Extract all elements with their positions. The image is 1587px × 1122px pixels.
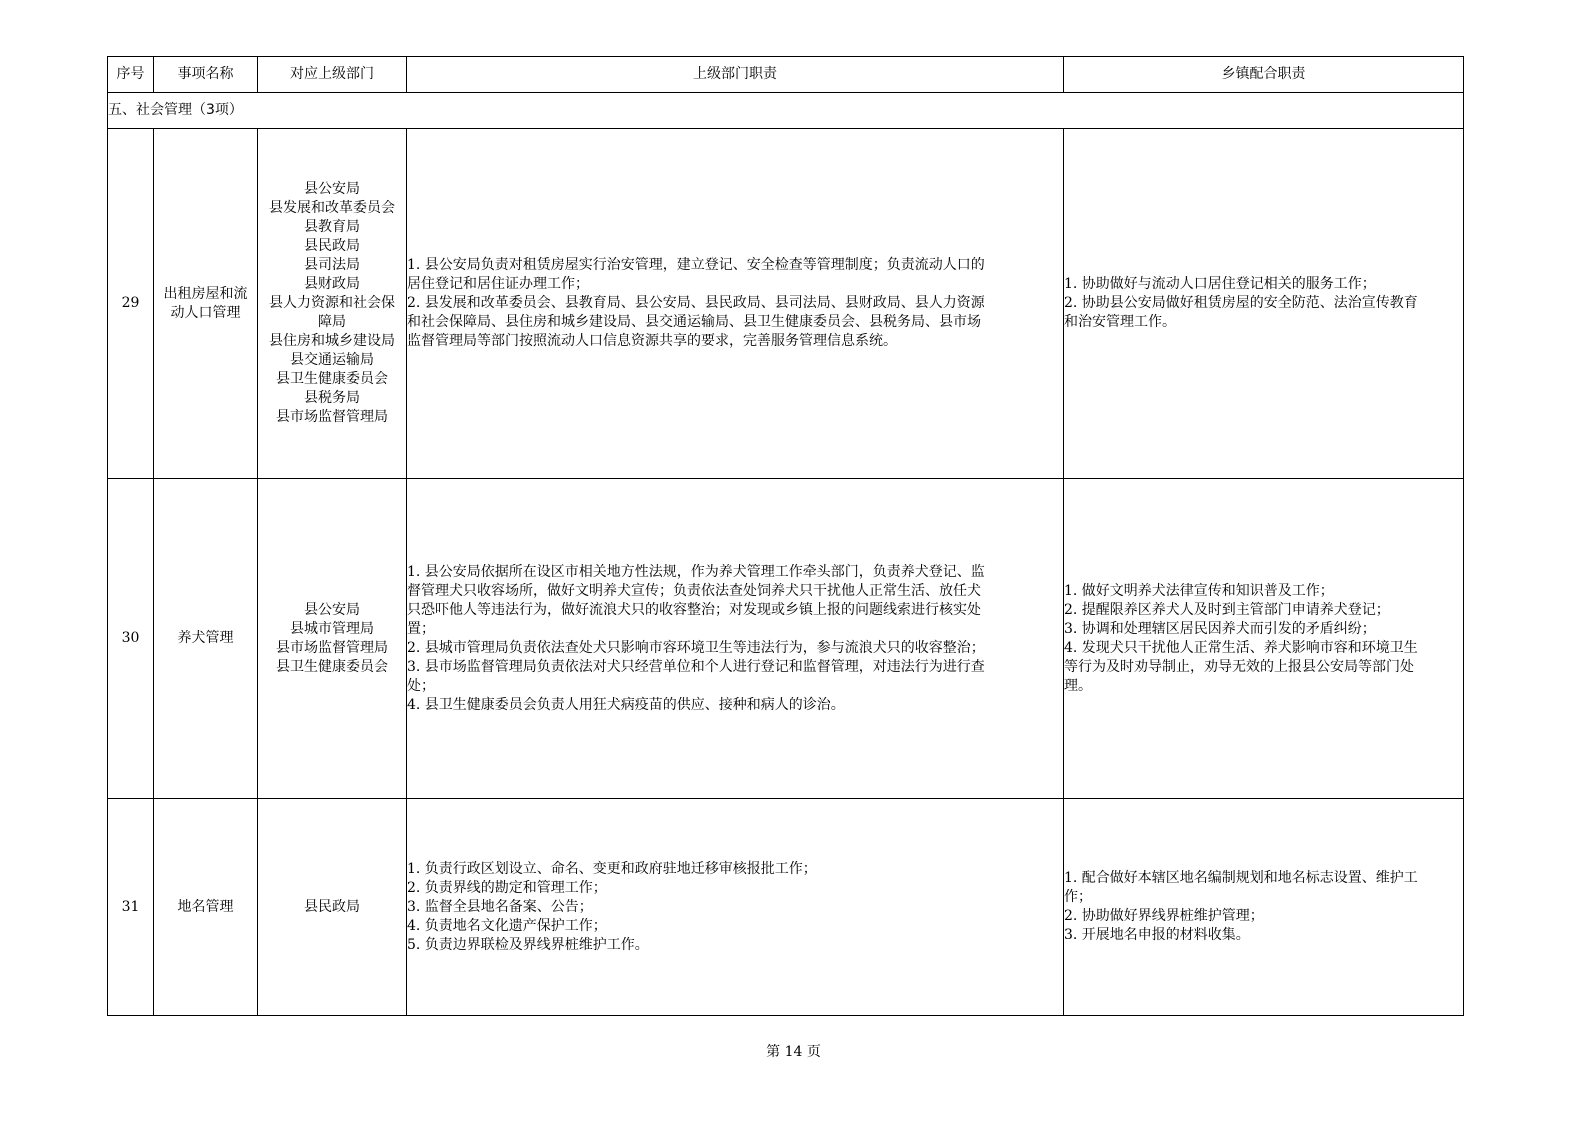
duty-line: 3. 县市场监督管理局负责依法对犬只经营单位和个人进行登记和监督管理，对违法行为进行查 bbox=[407, 658, 985, 675]
row-item-name bbox=[154, 799, 258, 1016]
row-no: 29 bbox=[108, 129, 154, 479]
dept-line: 县卫生健康委员会 bbox=[276, 658, 388, 675]
row-item-name bbox=[154, 129, 258, 479]
duty-line: 等行为及时劝导制止，劝导无效的上报县公安局等部门处 bbox=[1064, 658, 1414, 675]
row-depts bbox=[258, 129, 407, 479]
dept-line: 县财政局 bbox=[304, 276, 360, 292]
text-line: 动人口管理 bbox=[170, 304, 241, 321]
duty-line: 4. 负责地名文化遗产保护工作； bbox=[407, 917, 607, 934]
duty-line: 1. 县公安局依据所在设区市相关地方性法规，作为养犬管理工作牵头部门，负责养犬登记、监 bbox=[407, 563, 985, 580]
page-number: 第 14 页 bbox=[766, 1044, 821, 1060]
row-depts bbox=[258, 799, 407, 1016]
row-town-duty bbox=[1064, 799, 1464, 1016]
table-row bbox=[108, 799, 1464, 1016]
duty-line: 和社会保障局、县住房和城乡建设局、县交通运输局、县卫生健康委员会、县税务局、县市场 bbox=[407, 314, 981, 330]
dept-line: 障局 bbox=[318, 314, 346, 330]
duty-line: 5. 负责边界联检及界线界桩维护工作。 bbox=[407, 936, 649, 953]
dept-line: 县税务局 bbox=[304, 390, 360, 406]
dept-line: 县民政局 bbox=[304, 898, 360, 915]
duty-line: 和治安管理工作。 bbox=[1064, 314, 1176, 330]
duty-line: 2. 县城市管理局负责依法查处犬只影响市容环境卫生等违法行为，参与流浪犬只的收容整治； bbox=[407, 639, 985, 656]
duty-line: 1. 县公安局负责对租赁房屋实行治安管理，建立登记、安全检查等管理制度；负责流动人口的 bbox=[407, 257, 985, 273]
duty-line: 2. 负责界线的勘定和管理工作； bbox=[407, 879, 607, 896]
header-no: 序号 bbox=[108, 57, 154, 93]
table-row bbox=[108, 479, 1464, 799]
dept-line: 县城市管理局 bbox=[290, 620, 374, 637]
section-title: 五、社会管理（3项） bbox=[108, 93, 1464, 129]
row-depts bbox=[258, 479, 407, 799]
duty-line: 3. 开展地名申报的材料收集。 bbox=[1064, 927, 1250, 943]
duty-line: 1. 配合做好本辖区地名编制规划和地名标志设置、维护工 bbox=[1064, 870, 1418, 886]
header-row bbox=[108, 57, 1464, 93]
dept-line: 县市场监督管理局 bbox=[276, 639, 388, 656]
duty-line: 监督管理局等部门按照流动人口信息资源共享的要求，完善服务管理信息系统。 bbox=[407, 333, 897, 349]
row-town-duty bbox=[1064, 129, 1464, 479]
dept-line: 县市场监督管理局 bbox=[276, 409, 388, 425]
text-line: 地名管理 bbox=[177, 898, 234, 915]
duty-line: 4. 发现犬只干扰他人正常生活、养犬影响市容和环境卫生 bbox=[1064, 639, 1418, 656]
duty-line: 2. 提醒限养区养犬人及时到主管部门申请养犬登记； bbox=[1064, 601, 1390, 618]
dept-line: 县公安局 bbox=[304, 601, 360, 618]
dept-line: 县司法局 bbox=[304, 257, 360, 273]
duty-line: 3. 协调和处理辖区居民因养犬而引发的矛盾纠纷； bbox=[1064, 620, 1376, 637]
duty-line: 2. 县发展和改革委员会、县教育局、县公安局、县民政局、县司法局、县财政局、县人力资源 bbox=[407, 295, 985, 311]
row-item-name bbox=[154, 479, 258, 799]
row-town-duty bbox=[1064, 479, 1464, 799]
row-upper-duty bbox=[407, 799, 1064, 1016]
dept-line: 县人力资源和社会保 bbox=[269, 295, 395, 311]
table-row bbox=[108, 129, 1464, 479]
dept-line: 县民政局 bbox=[304, 238, 360, 254]
dept-line: 县教育局 bbox=[304, 219, 360, 235]
duty-line: 督管理犬只收容场所，做好文明养犬宣传；负责依法查处饲养犬只干扰他人正常生活、放任犬 bbox=[407, 582, 981, 599]
dept-line: 县交通运输局 bbox=[290, 352, 374, 368]
duty-line: 作； bbox=[1064, 889, 1092, 905]
duty-line: 4. 县卫生健康委员会负责人用狂犬病疫苗的供应、接种和病人的诊治。 bbox=[407, 696, 845, 713]
dept-line: 县卫生健康委员会 bbox=[276, 371, 388, 387]
duty-line: 理。 bbox=[1064, 677, 1092, 694]
duty-line: 1. 做好文明养犬法律宣传和知识普及工作； bbox=[1064, 582, 1334, 599]
duty-line: 2. 协助做好界线界桩维护管理； bbox=[1064, 908, 1264, 924]
section-row bbox=[108, 93, 1464, 129]
row-upper-duty bbox=[407, 129, 1064, 479]
dept-line: 县发展和改革委员会 bbox=[269, 200, 395, 216]
duty-line: 3. 监督全县地名备案、公告； bbox=[407, 898, 593, 915]
duty-line: 2. 协助县公安局做好租赁房屋的安全防范、法治宣传教育 bbox=[1064, 295, 1418, 311]
text-line: 出租房屋和流 bbox=[163, 285, 248, 302]
dept-line: 县住房和城乡建设局 bbox=[269, 333, 395, 349]
header-upper-dept: 对应上级部门 bbox=[258, 57, 407, 93]
duty-line: 1. 负责行政区划设立、命名、变更和政府驻地迁移审核报批工作； bbox=[407, 860, 817, 877]
row-upper-duty bbox=[407, 479, 1064, 799]
text-line: 养犬管理 bbox=[177, 630, 234, 646]
duty-line: 置； bbox=[407, 620, 435, 637]
header-item-name: 事项名称 bbox=[154, 57, 258, 93]
dept-line: 县公安局 bbox=[304, 181, 360, 197]
duty-table bbox=[107, 56, 1464, 1016]
duty-line: 1. 协助做好与流动人口居住登记相关的服务工作； bbox=[1064, 276, 1376, 292]
duty-line: 居住登记和居住证办理工作； bbox=[407, 276, 589, 292]
row-no: 31 bbox=[108, 799, 154, 1016]
row-no: 30 bbox=[108, 479, 154, 799]
duty-line: 处； bbox=[407, 677, 435, 694]
header-upper-duty: 上级部门职责 bbox=[407, 57, 1064, 93]
duty-line: 只恐吓他人等违法行为，做好流浪犬只的收容整治；对发现或乡镇上报的问题线索进行核实处 bbox=[407, 601, 981, 618]
header-town-duty: 乡镇配合职责 bbox=[1064, 57, 1464, 93]
